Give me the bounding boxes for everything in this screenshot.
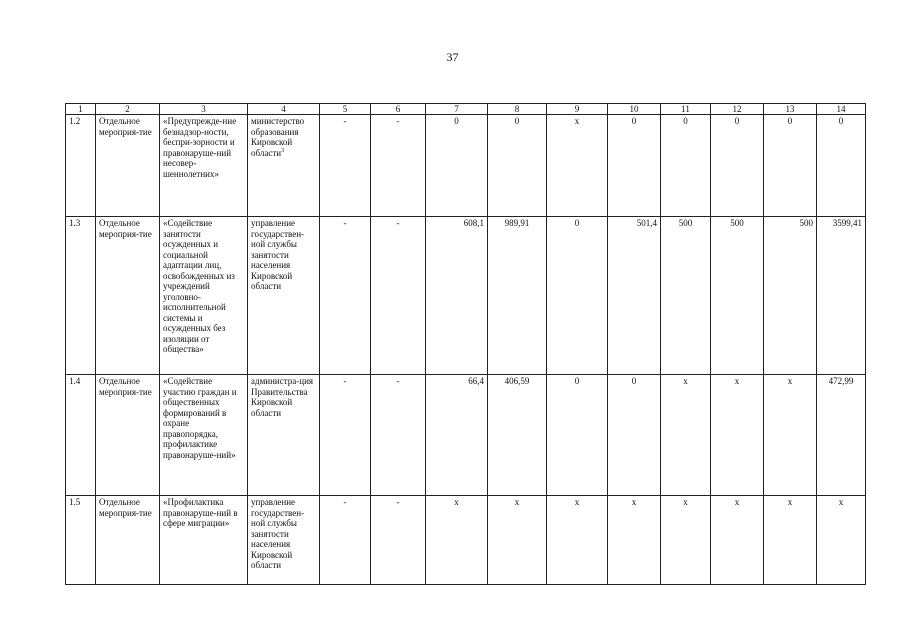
value-cell: -	[371, 115, 426, 217]
column-number-row	[66, 104, 866, 115]
row-type: Отдельное мероприя-тие	[96, 217, 160, 375]
value-cell: х	[764, 496, 817, 585]
value-cell: 0	[711, 115, 764, 217]
row-executor: управление государствен-ной службы занятости населения Кировской области	[248, 496, 320, 585]
value-cell: 989,91	[488, 217, 547, 375]
value-cell: -	[320, 375, 371, 496]
column-number: 9	[547, 104, 608, 115]
value-cell: 0	[764, 115, 817, 217]
column-number: 5	[320, 104, 371, 115]
row-id: 1.4	[66, 375, 96, 496]
value-cell: 0	[547, 217, 608, 375]
value-cell: х	[426, 496, 488, 585]
value-cell: 0	[608, 375, 661, 496]
column-number: 13	[764, 104, 817, 115]
column-number: 3	[160, 104, 248, 115]
value-cell: х	[817, 496, 866, 585]
value-cell: 0	[547, 375, 608, 496]
value-cell: 0	[661, 115, 711, 217]
table-row	[66, 115, 866, 217]
row-type: Отдельное мероприя-тие	[96, 115, 160, 217]
value-cell: х	[608, 496, 661, 585]
value-cell: 500	[764, 217, 817, 375]
value-cell: 472,99	[817, 375, 866, 496]
value-cell: -	[371, 496, 426, 585]
value-cell: 0	[426, 115, 488, 217]
table-row	[66, 496, 866, 585]
row-type: Отдельное мероприя-тие	[96, 496, 160, 585]
column-number: 8	[488, 104, 547, 115]
value-cell: х	[488, 496, 547, 585]
column-number: 12	[711, 104, 764, 115]
row-executor: администра-ция Правительства Кировской области	[248, 375, 320, 496]
value-cell: 500	[661, 217, 711, 375]
value-cell: х	[547, 115, 608, 217]
value-cell: -	[320, 115, 371, 217]
column-number: 6	[371, 104, 426, 115]
row-name: «Профилактика правонаруше-ний в сфере миграции»	[160, 496, 248, 585]
program-table	[65, 103, 866, 585]
column-number: 10	[608, 104, 661, 115]
row-name: «Предупрежде-ние безнадзор-ности, беспри-зорности и правонаруше-ний несовер-шеннолетних»	[160, 115, 248, 217]
value-cell: 501,4	[608, 217, 661, 375]
row-type: Отдельное мероприя-тие	[96, 375, 160, 496]
value-cell: х	[711, 496, 764, 585]
value-cell: х	[711, 375, 764, 496]
row-executor: управление государствен-ной службы занятости населения Кировской области	[248, 217, 320, 375]
value-cell: х	[661, 496, 711, 585]
row-name: «Содействие занятости осужденных и социальной адаптации лиц, освобожденных из учреждений уголовно-исполнительной системы и осужденных без изоляции от общества»	[160, 217, 248, 375]
column-number: 7	[426, 104, 488, 115]
column-number: 11	[661, 104, 711, 115]
table-row	[66, 217, 866, 375]
row-id: 1.5	[66, 496, 96, 585]
value-cell: х	[547, 496, 608, 585]
row-id: 1.2	[66, 115, 96, 217]
value-cell: -	[320, 217, 371, 375]
value-cell: 500	[711, 217, 764, 375]
row-executor: министерство образования Кировской области	[251, 116, 305, 158]
value-cell: 406,59	[488, 375, 547, 496]
value-cell: 0	[488, 115, 547, 217]
value-cell: 608,1	[426, 217, 488, 375]
row-executor-cell	[248, 115, 320, 217]
column-number: 4	[248, 104, 320, 115]
column-number: 14	[817, 104, 866, 115]
value-cell: 3599,41	[817, 217, 866, 375]
column-number: 1	[66, 104, 96, 115]
value-cell: -	[320, 496, 371, 585]
value-cell: 0	[817, 115, 866, 217]
row-id: 1.3	[66, 217, 96, 375]
value-cell: -	[371, 375, 426, 496]
value-cell: 66,4	[426, 375, 488, 496]
footnote-marker: 3	[281, 147, 285, 154]
value-cell: -	[371, 217, 426, 375]
page-number: 37	[446, 50, 459, 64]
column-number: 2	[96, 104, 160, 115]
value-cell: х	[661, 375, 711, 496]
value-cell: 0	[608, 115, 661, 217]
value-cell: х	[764, 375, 817, 496]
row-name: «Содействие участию граждан и общественных формирований в охране правопорядка, профилактике правонаруше-ний»	[160, 375, 248, 496]
table-row	[66, 375, 866, 496]
